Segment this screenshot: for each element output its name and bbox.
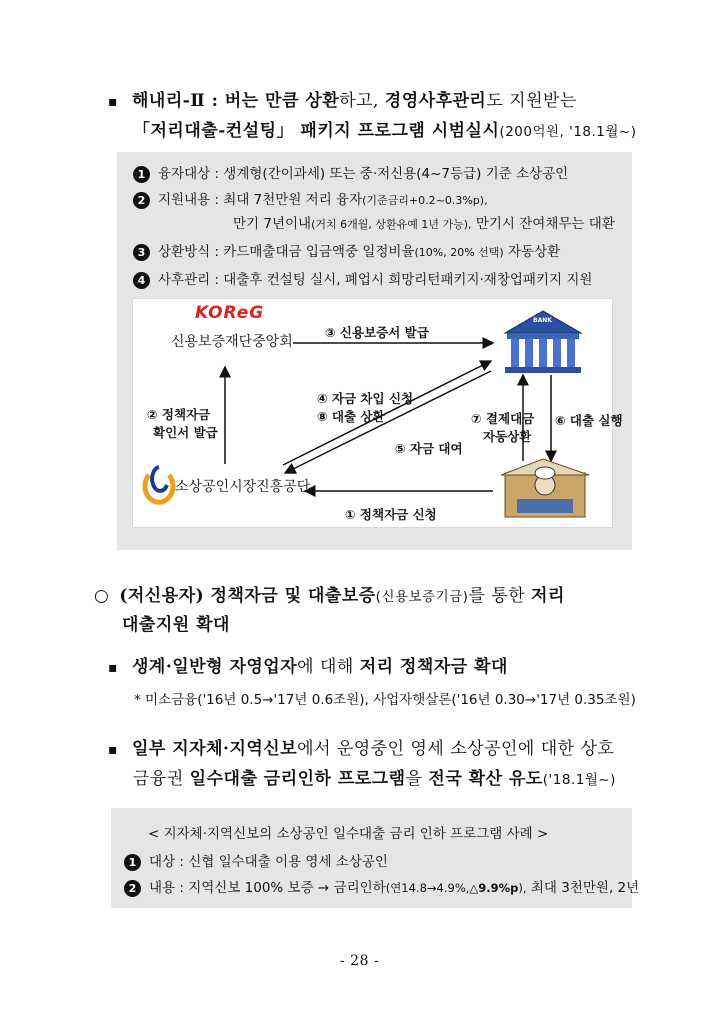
- detail-item-4: 4 사후관리 : 대출후 컨설팅 실시, 폐업시 희망리턴패키지·재창업패키지 지원: [133, 268, 592, 289]
- example-item-1: 1 대상 : 신협 일수대출 이용 영세 소상공인: [124, 850, 388, 871]
- bullet: ▪: [108, 742, 118, 758]
- section2-line2: 대출지원 확대: [122, 615, 230, 635]
- semas-name: 소상공인시장진흥공단: [175, 479, 311, 495]
- bullet: ▪: [108, 94, 118, 110]
- section1-line1: ▪ 해내리-Ⅱ : 버는 만큼 상환하고, 경영사후관리도 지원받는: [108, 91, 577, 111]
- section4-line2: 금융권 일수대출 금리인하 프로그램을 전국 확산 유도('18.1월~): [133, 769, 616, 789]
- label-arrow-1: ① 정책자금 신청: [345, 507, 437, 522]
- semas-logo-icon: [145, 467, 173, 502]
- label-arrow-2-line1: ② 정책자금: [147, 407, 211, 422]
- example-box-title: < 지자체·지역신보의 소상공인 일수대출 금리 인하 프로그램 사례 >: [148, 826, 549, 842]
- koreg-name: 신용보증재단중앙회: [171, 334, 293, 350]
- label-arrow-5: ⑤ 자금 대여: [395, 441, 463, 456]
- section1-line2: 「저리대출-컨설팅」 패키지 프로그램 시범실시(200억원, '18.1월~): [133, 121, 637, 141]
- section4-line1: ▪ 일부 지자체·지역신보에서 운영중인 영세 소상공인에 대한 상호: [108, 739, 615, 759]
- arrow-5: [285, 371, 491, 473]
- section2-line1: ○ (저신용자) 정책자금 및 대출보증(신용보증기금)를 통한 저리: [94, 586, 565, 606]
- label-arrow-2-line2: 확인서 발급: [153, 425, 218, 440]
- label-arrow-4: ④ 자금 차입 신청: [317, 391, 414, 406]
- label-arrow-3: ③ 신용보증서 발급: [325, 325, 429, 340]
- detail-item-3: 3 상환방식 : 카드매출대금 입금액중 일정비율(10%, 20% 선택) 자동상환: [133, 240, 560, 261]
- section3-line1: ▪ 생계·일반형 자영업자에 대해 저리 정책자금 확대: [108, 657, 508, 677]
- bank-sign: BANK: [533, 317, 552, 324]
- page-number: - 28 -: [340, 953, 380, 969]
- bullet: ○: [94, 586, 110, 606]
- koreg-logo: KOReG: [195, 303, 265, 323]
- example-item-2: 2 내용 : 지역신보 100% 보증 → 금리인하(연14.8→4.9%,△9.9%p), 최대 3천만원, 2년: [124, 876, 639, 897]
- flow-diagram: [132, 298, 623, 528]
- label-arrow-7-line2: 자동상환: [483, 429, 532, 444]
- label-arrow-8: ⑧ 대출 상환: [317, 409, 385, 424]
- detail-item-2-line2: 만기 7년이내(거치 6개월, 상환유예 1년 가능), 만기시 잔여채무는 대환: [233, 216, 615, 232]
- label-arrow-6: ⑥ 대출 실행: [555, 413, 623, 428]
- detail-item-2: 2 지원내용 : 최대 7천만원 저리 융자(기준금리+0.2~0.3%p),: [133, 188, 488, 209]
- bullet: ▪: [108, 660, 118, 676]
- label-arrow-7-line1: ⑦ 결제대금: [471, 411, 535, 426]
- section3-note: * 미소금융('16년 0.5→'17년 0.6조원), 사업자햇살론('16년 0.30→'17년 0.35조원): [134, 692, 636, 708]
- detail-item-1: 1 융자대상 : 생계형(간이과세) 또는 중·저신용(4~7등급) 기준 소상공인: [133, 162, 568, 183]
- shop-owner-icon: [501, 459, 589, 517]
